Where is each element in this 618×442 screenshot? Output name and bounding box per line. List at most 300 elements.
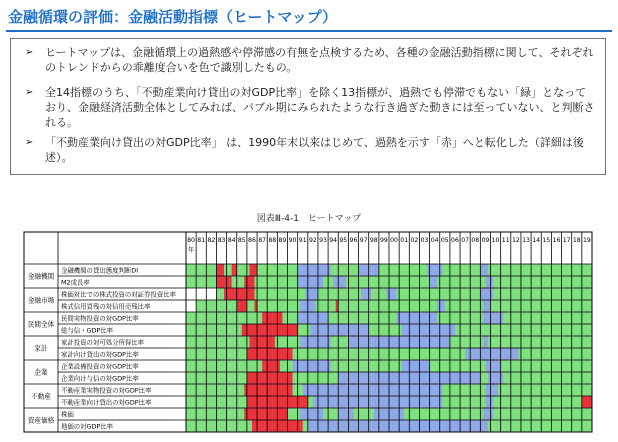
heatmap-cell (483, 312, 486, 324)
heatmap-cell (432, 300, 435, 312)
heatmap-cell (351, 360, 354, 372)
heatmap-cell (237, 360, 240, 372)
heatmap-cell (584, 264, 587, 276)
year-label: 19 (582, 237, 591, 244)
heatmap-cell (425, 336, 428, 348)
heatmap-cell (338, 276, 341, 288)
heatmap-cell (564, 288, 567, 300)
group-label: 資産価格 (27, 416, 55, 425)
heatmap-cell (501, 372, 504, 384)
heatmap-cell (440, 288, 443, 300)
heatmap-cell (364, 360, 367, 372)
heatmap-cell (501, 336, 504, 348)
year-label: 99 (379, 237, 388, 244)
heatmap-cell (320, 360, 323, 372)
heatmap-cell (465, 336, 468, 348)
heatmap-cell (320, 300, 323, 312)
heatmap-cell (493, 360, 496, 372)
heatmap-cell (536, 408, 539, 420)
heatmap-cell (379, 264, 382, 276)
heatmap-cell (465, 312, 468, 324)
heatmap-cell (534, 384, 537, 396)
heatmap-cell (348, 324, 351, 336)
heatmap-cell (288, 408, 291, 420)
heatmap-cell (425, 264, 428, 276)
heatmap-cell (422, 420, 425, 432)
heatmap-cell (293, 348, 296, 360)
heatmap-cell (313, 348, 316, 360)
heatmap-cell (546, 384, 549, 396)
heatmap-cell (432, 276, 435, 288)
heatmap-cell (465, 288, 468, 300)
heatmap-cell (432, 348, 435, 360)
heatmap-cell (470, 276, 473, 288)
heatmap-cell (374, 336, 377, 348)
heatmap-cell (201, 276, 204, 288)
heatmap-cell (196, 312, 199, 324)
heatmap-cell (313, 384, 316, 396)
heatmap-cell (513, 300, 516, 312)
heatmap-cell (572, 420, 575, 432)
heatmap-cell (247, 396, 250, 408)
heatmap-cell (272, 288, 275, 300)
heatmap-cell (574, 408, 577, 420)
heatmap-cell (402, 324, 405, 336)
heatmap-cell (513, 348, 516, 360)
heatmap-cell (414, 348, 417, 360)
heatmap-cell (209, 372, 212, 384)
heatmap-cell (361, 360, 364, 372)
heatmap-cell (260, 300, 263, 312)
heatmap-cell (379, 336, 382, 348)
heatmap-cell (369, 336, 372, 348)
heatmap-cell (425, 348, 428, 360)
heatmap-cell (288, 396, 291, 408)
heatmap-cell (186, 336, 189, 348)
heatmap-cell (288, 372, 291, 384)
heatmap-cell (272, 264, 275, 276)
heatmap-cell (232, 312, 235, 324)
heatmap-cell (526, 276, 529, 288)
heatmap-cell (293, 372, 296, 384)
heatmap-cell (252, 288, 255, 300)
heatmap-cell (320, 264, 323, 276)
heatmap-cell (219, 336, 222, 348)
heatmap-cell (516, 312, 519, 324)
heatmap-cell (523, 276, 526, 288)
year-label: 98 (369, 237, 378, 244)
heatmap-cell (470, 420, 473, 432)
heatmap-cell (392, 276, 395, 288)
heatmap-cell (554, 348, 557, 360)
heatmap-cell (475, 360, 478, 372)
heatmap-cell (430, 420, 433, 432)
heatmap-cell (450, 372, 453, 384)
heatmap-cell (222, 324, 225, 336)
heatmap-cell (450, 300, 453, 312)
heatmap-cell (384, 264, 387, 276)
heatmap-cell (338, 408, 341, 420)
heatmap-cell (404, 312, 407, 324)
heatmap-cell (473, 312, 476, 324)
heatmap-cell (371, 324, 374, 336)
heatmap-cell (252, 300, 255, 312)
heatmap-cell (206, 384, 209, 396)
heatmap-cell (379, 276, 382, 288)
heatmap-cell (556, 396, 559, 408)
heatmap-cell (189, 348, 192, 360)
heatmap-cell (475, 288, 478, 300)
heatmap-cell (521, 372, 524, 384)
heatmap-cell (191, 396, 194, 408)
heatmap-cell (394, 396, 397, 408)
heatmap-cell (277, 384, 280, 396)
heatmap-cell (534, 288, 537, 300)
heatmap-cell (473, 396, 476, 408)
heatmap-cell (216, 336, 219, 348)
heatmap-cell (333, 408, 336, 420)
year-label: 88 (268, 237, 277, 244)
heatmap-cell (272, 360, 275, 372)
heatmap-cell (409, 384, 412, 396)
heatmap-cell (211, 324, 214, 336)
heatmap-cell (531, 372, 534, 384)
heatmap-cell (414, 276, 417, 288)
heatmap-cell (556, 324, 559, 336)
heatmap-cell (450, 408, 453, 420)
heatmap-cell (384, 384, 387, 396)
heatmap-cell (412, 336, 415, 348)
heatmap-cell (333, 276, 336, 288)
heatmap-cell (544, 360, 547, 372)
heatmap-cell (422, 372, 425, 384)
heatmap-cell (425, 420, 428, 432)
heatmap-cell (308, 372, 311, 384)
heatmap-cell (473, 360, 476, 372)
heatmap-cell (290, 264, 293, 276)
heatmap-cell (551, 360, 554, 372)
heatmap-cell (567, 288, 570, 300)
heatmap-cell (313, 312, 316, 324)
heatmap-cell (328, 360, 331, 372)
heatmap-cell (475, 276, 478, 288)
heatmap-cell (516, 288, 519, 300)
heatmap-cell (351, 312, 354, 324)
heatmap-cell (470, 384, 473, 396)
heatmap-cell (460, 396, 463, 408)
heatmap-cell (260, 408, 263, 420)
heatmap-cell (564, 300, 567, 312)
heatmap-cell (351, 396, 354, 408)
heatmap-cell (272, 312, 275, 324)
heatmap-cell (310, 300, 313, 312)
heatmap-cell (430, 324, 433, 336)
heatmap-cell (331, 384, 334, 396)
heatmap-cell (483, 276, 486, 288)
heatmap-cell (308, 336, 311, 348)
heatmap-cell (485, 276, 488, 288)
heatmap-cell (343, 264, 346, 276)
heatmap-cell (323, 264, 326, 276)
heatmap-cell (463, 348, 466, 360)
heatmap-cell (414, 372, 417, 384)
heatmap-cell (496, 348, 499, 360)
heatmap-cell (310, 264, 313, 276)
heatmap-cell (544, 384, 547, 396)
year-label: 94 (329, 237, 338, 244)
heatmap-cell (511, 264, 514, 276)
heatmap-cell (359, 360, 362, 372)
heatmap-cell (584, 300, 587, 312)
heatmap-cell (189, 324, 192, 336)
heatmap-cell (572, 264, 575, 276)
heatmap-cell (364, 420, 367, 432)
heatmap-cell (523, 288, 526, 300)
heatmap-cell (562, 264, 565, 276)
heatmap-cell (572, 276, 575, 288)
heatmap-cell (521, 396, 524, 408)
heatmap-cell (485, 420, 488, 432)
heatmap-cell (277, 396, 280, 408)
heatmap-cell (239, 264, 242, 276)
heatmap-cell (389, 324, 392, 336)
heatmap-cell (249, 276, 252, 288)
heatmap-cell (374, 384, 377, 396)
year-label: 11 (501, 237, 510, 244)
heatmap-cell (189, 408, 192, 420)
heatmap-cell (199, 360, 202, 372)
heatmap-cell (493, 396, 496, 408)
heatmap-cell (414, 324, 417, 336)
heatmap-cell (493, 420, 496, 432)
heatmap-cell (551, 324, 554, 336)
heatmap-cell (343, 408, 346, 420)
heatmap-cell (503, 276, 506, 288)
heatmap-cell (399, 264, 402, 276)
heatmap-cell (222, 348, 225, 360)
heatmap-cell (480, 276, 483, 288)
heatmap-cell (323, 396, 326, 408)
heatmap-cell (341, 348, 344, 360)
heatmap-cell (348, 372, 351, 384)
heatmap-cell (531, 264, 534, 276)
heatmap-cell (209, 324, 212, 336)
heatmap-cell (229, 360, 232, 372)
heatmap-cell (353, 276, 356, 288)
heatmap-cell (338, 372, 341, 384)
heatmap-cell (249, 312, 252, 324)
heatmap-cell (577, 360, 580, 372)
heatmap-cell (199, 324, 202, 336)
heatmap-cell (470, 336, 473, 348)
heatmap-cell (239, 288, 242, 300)
heatmap-cell (556, 372, 559, 384)
heatmap-cell (267, 420, 270, 432)
heatmap-cell (384, 324, 387, 336)
heatmap-cell (272, 348, 275, 360)
heatmap-cell (430, 408, 433, 420)
heatmap-cell (460, 348, 463, 360)
heatmap-cell (318, 336, 321, 348)
heatmap-cell (402, 336, 405, 348)
heatmap-cell (554, 300, 557, 312)
heatmap-cell (394, 264, 397, 276)
heatmap-cell (430, 336, 433, 348)
group-label: 家計 (34, 344, 48, 353)
heatmap-cell (331, 264, 334, 276)
heatmap-cell (381, 384, 384, 396)
heatmap-cell (328, 276, 331, 288)
heatmap-cell (392, 312, 395, 324)
heatmap-cell (562, 360, 565, 372)
heatmap-cell (196, 336, 199, 348)
heatmap-cell (318, 360, 321, 372)
heatmap-cell (239, 360, 242, 372)
heatmap-cell (371, 372, 374, 384)
heatmap-cell (280, 360, 283, 372)
heatmap-cell (227, 348, 230, 360)
heatmap-cell (260, 420, 263, 432)
heatmap-cell (425, 384, 428, 396)
heatmap-cell (209, 384, 212, 396)
heatmap-cell (503, 288, 506, 300)
heatmap-cell (280, 312, 283, 324)
heatmap-cell (338, 348, 341, 360)
heatmap-cell (551, 372, 554, 384)
heatmap-cell (277, 408, 280, 420)
heatmap-cell (584, 276, 587, 288)
year-label: 09 (481, 237, 490, 244)
heatmap-cell (485, 408, 488, 420)
group-label: 金融市場 (27, 296, 55, 305)
heatmap-cell (381, 288, 384, 300)
heatmap-cell (219, 360, 222, 372)
heatmap-cell (361, 300, 364, 312)
heatmap-cell (303, 420, 306, 432)
heatmap-cell (435, 324, 438, 336)
heatmap-cell (262, 264, 265, 276)
heatmap-cell (219, 324, 222, 336)
heatmap-cell (534, 300, 537, 312)
heatmap-cell (338, 396, 341, 408)
heatmap-cell (582, 300, 585, 312)
heatmap-cell (379, 372, 382, 384)
heatmap-cell (374, 396, 377, 408)
heatmap-cell (206, 324, 209, 336)
heatmap-cell (351, 372, 354, 384)
heatmap-cell (430, 312, 433, 324)
group-label: 金融機関 (27, 272, 55, 281)
heatmap-cell (381, 312, 384, 324)
heatmap-cell (523, 312, 526, 324)
heatmap-cell (280, 300, 283, 312)
heatmap-cell (450, 276, 453, 288)
heatmap-cell (338, 324, 341, 336)
heatmap-cell (300, 276, 303, 288)
heatmap-cell (293, 408, 296, 420)
heatmap-cell (331, 312, 334, 324)
heatmap-cell (381, 420, 384, 432)
heatmap-cell (242, 384, 245, 396)
heatmap-cell (371, 336, 374, 348)
heatmap-cell (227, 420, 230, 432)
heatmap-cell (196, 300, 199, 312)
heatmap-cell (455, 324, 458, 336)
heatmap-cell (313, 336, 316, 348)
heatmap-cell (435, 312, 438, 324)
heatmap-cell (465, 324, 468, 336)
heatmap-cell (577, 372, 580, 384)
heatmap-cell (359, 276, 362, 288)
heatmap-cell (534, 408, 537, 420)
heatmap-cell (422, 336, 425, 348)
heatmap-cell (331, 360, 334, 372)
heatmap-cell (572, 396, 575, 408)
heatmap-cell (536, 312, 539, 324)
heatmap-cell (189, 276, 192, 288)
heatmap-cell (313, 420, 316, 432)
heatmap-cell (199, 420, 202, 432)
heatmap-cell (371, 420, 374, 432)
heatmap-cell (491, 324, 494, 336)
heatmap-cell (389, 276, 392, 288)
heatmap-cell (282, 408, 285, 420)
heatmap-cell (419, 336, 422, 348)
heatmap-cell (534, 396, 537, 408)
heatmap-cell (442, 336, 445, 348)
heatmap-cell (267, 264, 270, 276)
heatmap-cell (546, 408, 549, 420)
heatmap-cell (450, 396, 453, 408)
heatmap-cell (288, 324, 291, 336)
heatmap-cell (359, 264, 362, 276)
heatmap-cell (460, 408, 463, 420)
heatmap-cell (389, 372, 392, 384)
heatmap-cell (564, 420, 567, 432)
heatmap-cell (577, 384, 580, 396)
heatmap-cell (523, 396, 526, 408)
heatmap-cell (359, 300, 362, 312)
heatmap-cell (247, 300, 250, 312)
heatmap-cell (310, 288, 313, 300)
heatmap-cell (419, 348, 422, 360)
heatmap-cell (227, 384, 230, 396)
heatmap-cell (252, 420, 255, 432)
heatmap-cell (381, 396, 384, 408)
heatmap-cell (445, 372, 448, 384)
heatmap-cell (389, 300, 392, 312)
heatmap-cell (298, 300, 301, 312)
heatmap-cell (288, 360, 291, 372)
indicator-row-label: 金融機関の貸出態度判断DI (61, 266, 139, 275)
heatmap-cell (511, 324, 514, 336)
heatmap-cell (209, 396, 212, 408)
heatmap-cell (567, 312, 570, 324)
heatmap-cell (399, 300, 402, 312)
heatmap-cell (257, 396, 260, 408)
heatmap-cell (442, 372, 445, 384)
heatmap-cell (402, 312, 405, 324)
heatmap-cell (282, 348, 285, 360)
heatmap-cell (562, 276, 565, 288)
heatmap-cell (310, 408, 313, 420)
heatmap-cell (364, 384, 367, 396)
heatmap-cell (323, 420, 326, 432)
heatmap-cell (485, 360, 488, 372)
heatmap-cell (493, 312, 496, 324)
heatmap-cell (496, 312, 499, 324)
heatmap-cell (574, 324, 577, 336)
